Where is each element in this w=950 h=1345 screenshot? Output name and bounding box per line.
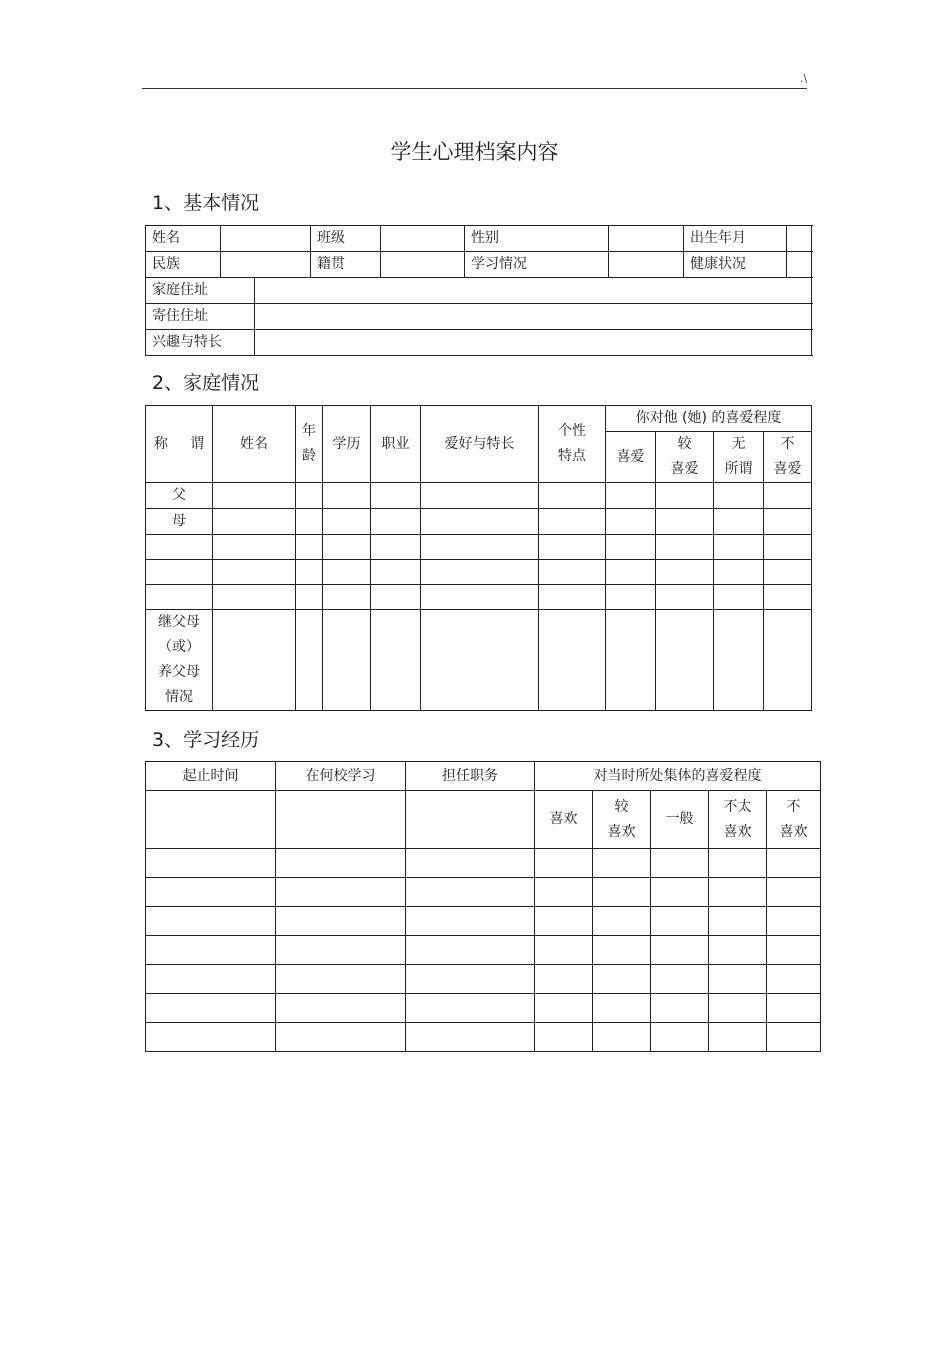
label-class: 班级 — [311, 226, 381, 252]
header-title-b: 谓 — [190, 435, 205, 452]
cell[interactable] — [593, 878, 651, 907]
field-name[interactable] — [221, 226, 311, 252]
cell[interactable] — [656, 509, 714, 535]
table-row — [146, 585, 812, 610]
cell[interactable] — [406, 965, 535, 994]
header-somewhat-like-2: 喜欢 — [607, 823, 636, 840]
cell[interactable] — [535, 1023, 593, 1052]
header-like: 喜爱 — [606, 432, 656, 483]
cell[interactable] — [323, 535, 371, 560]
cell[interactable] — [323, 610, 371, 711]
cell[interactable] — [606, 483, 656, 509]
header-dislike-1: 不 — [786, 798, 801, 815]
cell[interactable] — [421, 483, 539, 509]
cell[interactable] — [539, 509, 606, 535]
header-collective-affection: 对当时所处集体的喜爱程度 — [535, 762, 821, 791]
header-personality — [539, 406, 606, 483]
label-study-status: 学习情况 — [465, 252, 609, 278]
table-row — [146, 610, 812, 711]
cell[interactable] — [764, 585, 812, 610]
cell[interactable] — [371, 535, 421, 560]
cell[interactable] — [709, 965, 767, 994]
header-age — [296, 406, 323, 483]
cell[interactable] — [296, 535, 323, 560]
table-row — [146, 535, 812, 560]
header-personality-1: 个性 — [558, 423, 586, 439]
field-home-address[interactable] — [255, 278, 812, 304]
cell[interactable] — [276, 1023, 406, 1052]
cell[interactable] — [296, 610, 323, 711]
header-period: 起止时间 — [146, 762, 276, 791]
cell[interactable] — [709, 907, 767, 936]
cell[interactable] — [709, 994, 767, 1023]
cell[interactable] — [421, 535, 539, 560]
cell[interactable] — [714, 610, 764, 711]
cell[interactable] — [213, 535, 296, 560]
header-dislike-1: 不 — [780, 436, 795, 452]
cell[interactable] — [323, 509, 371, 535]
relation-step-parent — [146, 610, 213, 711]
cell[interactable] — [276, 965, 406, 994]
cell[interactable] — [539, 610, 606, 711]
cell[interactable] — [371, 509, 421, 535]
header-dislike-2: 喜爱 — [773, 461, 802, 477]
cell[interactable] — [406, 994, 535, 1023]
relation-blank[interactable] — [146, 560, 213, 585]
table-row — [146, 849, 821, 878]
cell[interactable] — [709, 878, 767, 907]
cell[interactable] — [539, 535, 606, 560]
section-heading-family: 2、家庭情况 — [152, 372, 260, 394]
label-name: 姓名 — [146, 226, 221, 252]
label-ethnicity: 民族 — [146, 252, 221, 278]
cell[interactable] — [146, 849, 276, 878]
cell[interactable] — [709, 1023, 767, 1052]
cell[interactable] — [656, 610, 714, 711]
cell[interactable] — [421, 610, 539, 711]
label-birth: 出生年月 — [684, 226, 787, 252]
header-somewhat-like — [593, 791, 651, 849]
cell[interactable] — [651, 1023, 709, 1052]
cell[interactable] — [276, 849, 406, 878]
table-row — [146, 1023, 821, 1052]
header-age-2: 龄 — [302, 448, 316, 464]
section-heading-study-history: 3、学习经历 — [152, 729, 260, 751]
header-title-a: 称 — [153, 435, 168, 452]
header-occupation: 职业 — [371, 406, 421, 483]
cell[interactable] — [323, 585, 371, 610]
header-not-much-2: 喜欢 — [723, 823, 752, 840]
header-somewhat-like — [656, 432, 714, 483]
step-parent-line-4: 情况 — [165, 689, 193, 705]
document-title: 学生心理档案内容 — [390, 140, 559, 164]
cell[interactable] — [276, 994, 406, 1023]
cell[interactable] — [296, 560, 323, 585]
cell[interactable] — [767, 936, 821, 965]
cell[interactable] — [656, 483, 714, 509]
step-parent-line-1: 继父母 — [158, 614, 200, 630]
cell[interactable] — [767, 849, 821, 878]
cell[interactable] — [296, 585, 323, 610]
cell[interactable] — [764, 483, 812, 509]
cell[interactable] — [593, 849, 651, 878]
cell[interactable] — [535, 878, 593, 907]
cell[interactable] — [146, 1023, 276, 1052]
cell[interactable] — [651, 994, 709, 1023]
header-indifferent — [714, 432, 764, 483]
cell[interactable] — [593, 1023, 651, 1052]
basic-info-table — [145, 225, 812, 356]
cell[interactable] — [606, 585, 656, 610]
header-position: 担任职务 — [406, 762, 535, 791]
field-hometown[interactable] — [381, 252, 465, 278]
cell[interactable] — [764, 610, 812, 711]
relation-mother: 母 — [146, 509, 213, 535]
cell[interactable] — [406, 936, 535, 965]
cell[interactable] — [371, 483, 421, 509]
cell[interactable] — [296, 509, 323, 535]
header-not-much — [709, 791, 767, 849]
field-lodging-address[interactable] — [255, 304, 812, 330]
relation-blank[interactable] — [146, 535, 213, 560]
cell[interactable] — [539, 483, 606, 509]
cell[interactable] — [651, 878, 709, 907]
header-title — [146, 406, 213, 483]
cell[interactable] — [606, 509, 656, 535]
cell[interactable] — [146, 791, 276, 849]
study-history-table — [145, 761, 821, 1052]
cell[interactable] — [651, 907, 709, 936]
cell[interactable] — [276, 878, 406, 907]
header-education: 学历 — [323, 406, 371, 483]
cell[interactable] — [276, 936, 406, 965]
table-row — [146, 878, 821, 907]
header-somewhat-like-1: 较 — [614, 798, 629, 815]
cell[interactable] — [371, 560, 421, 585]
field-health[interactable] — [787, 252, 812, 278]
header-hobbies: 爱好与特长 — [421, 406, 539, 483]
table-row — [146, 509, 812, 535]
cell[interactable] — [146, 907, 276, 936]
header-not-much-1: 不太 — [723, 798, 752, 815]
label-health: 健康状况 — [684, 252, 787, 278]
cell[interactable] — [535, 936, 593, 965]
cell[interactable] — [767, 1023, 821, 1052]
header-name: 姓名 — [213, 406, 296, 483]
table-row — [146, 936, 821, 965]
cell[interactable] — [146, 994, 276, 1023]
cell[interactable] — [764, 535, 812, 560]
family-table — [145, 405, 812, 711]
table-row — [146, 965, 821, 994]
cell[interactable] — [535, 994, 593, 1023]
step-parent-line-2: （或） — [158, 639, 200, 655]
cell[interactable] — [767, 878, 821, 907]
cell[interactable] — [709, 936, 767, 965]
step-parent-line-3: 养父母 — [158, 664, 200, 680]
relation-father: 父 — [146, 483, 213, 509]
table-row — [146, 994, 821, 1023]
cell[interactable] — [406, 907, 535, 936]
cell[interactable] — [651, 965, 709, 994]
header-age-1: 年 — [302, 423, 316, 439]
label-hometown: 籍贯 — [311, 252, 381, 278]
cell[interactable] — [539, 560, 606, 585]
cell[interactable] — [606, 610, 656, 711]
cell[interactable] — [709, 849, 767, 878]
cell[interactable] — [371, 585, 421, 610]
cell[interactable] — [767, 965, 821, 994]
cell[interactable] — [213, 509, 296, 535]
label-interests: 兴趣与特长 — [146, 330, 255, 356]
cell[interactable] — [276, 907, 406, 936]
header-like: 喜欢 — [535, 791, 593, 849]
cell[interactable] — [767, 994, 821, 1023]
cell[interactable] — [651, 849, 709, 878]
field-birth[interactable] — [787, 226, 812, 252]
cell[interactable] — [593, 936, 651, 965]
header-somewhat-like-2: 喜爱 — [670, 461, 699, 477]
field-gender[interactable] — [609, 226, 684, 252]
cell[interactable] — [764, 509, 812, 535]
field-class[interactable] — [381, 226, 465, 252]
cell[interactable] — [406, 849, 535, 878]
header-indifferent-1: 无 — [731, 436, 746, 452]
header-personality-2: 特点 — [558, 448, 586, 464]
relation-blank[interactable] — [146, 585, 213, 610]
header-rule — [142, 88, 807, 89]
label-home-address: 家庭住址 — [146, 278, 255, 304]
header-average: 一般 — [651, 791, 709, 849]
cell[interactable] — [539, 585, 606, 610]
cell[interactable] — [593, 907, 651, 936]
field-ethnicity[interactable] — [221, 252, 311, 278]
cell[interactable] — [323, 560, 371, 585]
field-interests[interactable] — [255, 330, 812, 356]
cell[interactable] — [535, 965, 593, 994]
cell[interactable] — [146, 936, 276, 965]
table-row — [146, 560, 812, 585]
cell[interactable] — [764, 560, 812, 585]
field-study-status[interactable] — [609, 252, 684, 278]
header-dislike — [764, 432, 812, 483]
header-dislike-2: 喜欢 — [779, 823, 808, 840]
cell[interactable] — [656, 535, 714, 560]
cell[interactable] — [406, 878, 535, 907]
header-school: 在何校学习 — [276, 762, 406, 791]
cell[interactable] — [421, 585, 539, 610]
cell[interactable] — [593, 965, 651, 994]
cell[interactable] — [535, 907, 593, 936]
cell[interactable] — [406, 791, 535, 849]
cell[interactable] — [651, 936, 709, 965]
cell[interactable] — [276, 791, 406, 849]
cell[interactable] — [406, 1023, 535, 1052]
table-row — [146, 907, 821, 936]
cell[interactable] — [767, 907, 821, 936]
cell[interactable] — [714, 483, 764, 509]
header-affection-group: 你对他 (她) 的喜爱程度 — [606, 406, 812, 432]
cell[interactable] — [146, 878, 276, 907]
cell[interactable] — [323, 483, 371, 509]
header-somewhat-like-1: 较 — [677, 436, 692, 452]
header-indifferent-2: 所谓 — [724, 461, 753, 477]
header-dislike — [767, 791, 821, 849]
section-heading-basic-info: 1、基本情况 — [152, 192, 260, 214]
cell[interactable] — [213, 560, 296, 585]
cell[interactable] — [535, 849, 593, 878]
cell[interactable] — [606, 535, 656, 560]
cell[interactable] — [213, 483, 296, 509]
cell[interactable] — [371, 610, 421, 711]
cell[interactable] — [714, 535, 764, 560]
cell[interactable] — [296, 483, 323, 509]
page-mark: .\ — [800, 72, 808, 85]
table-row — [146, 483, 812, 509]
cell[interactable] — [213, 610, 296, 711]
cell[interactable] — [656, 585, 714, 610]
cell[interactable] — [213, 585, 296, 610]
cell[interactable] — [714, 509, 764, 535]
cell[interactable] — [593, 994, 651, 1023]
label-lodging-address: 寄住住址 — [146, 304, 255, 330]
cell[interactable] — [606, 560, 656, 585]
cell[interactable] — [714, 560, 764, 585]
cell[interactable] — [421, 560, 539, 585]
cell[interactable] — [421, 509, 539, 535]
cell[interactable] — [146, 965, 276, 994]
cell[interactable] — [656, 560, 714, 585]
cell[interactable] — [714, 585, 764, 610]
label-gender: 性别 — [465, 226, 609, 252]
